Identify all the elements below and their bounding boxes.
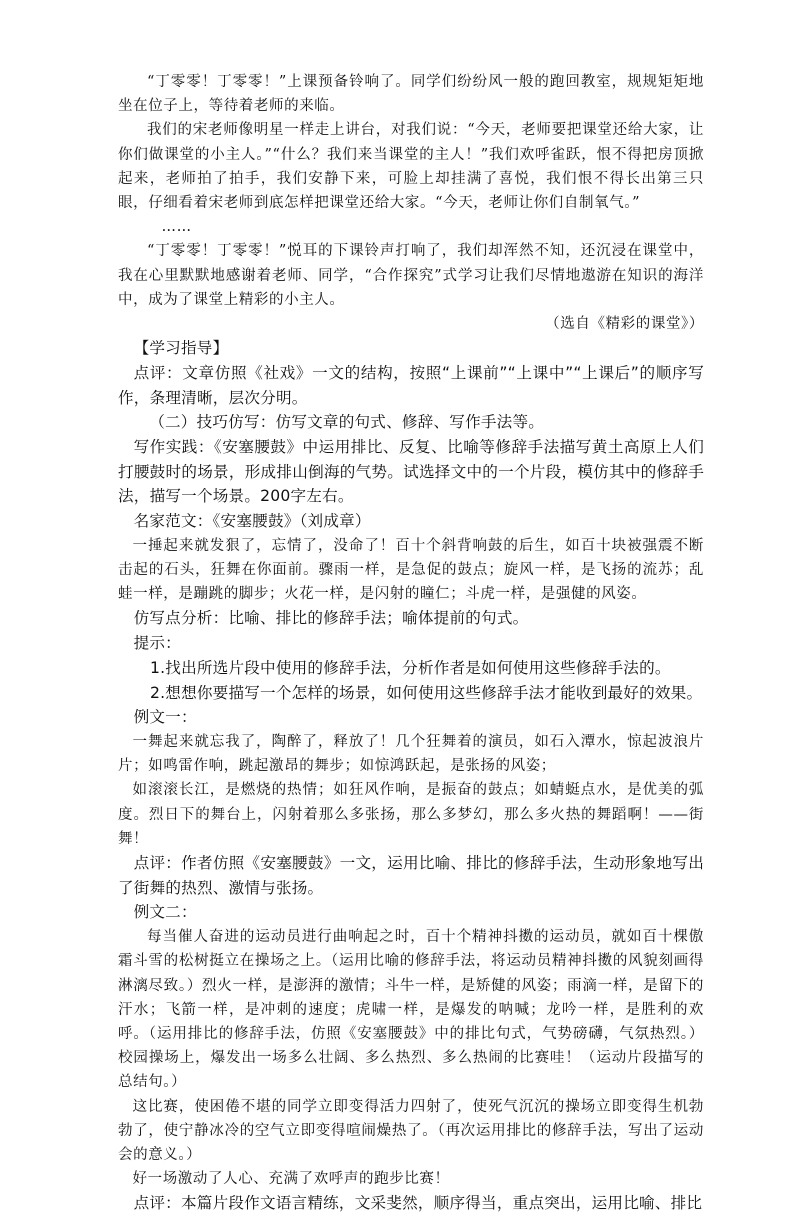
story-paragraph-2: 我们的宋老师像明星一样走上讲台，对我们说：“今天，老师要把课堂还给大家，让你们做课堂的小主人。”“什么？我们来当课堂的主人！”我们欢呼雀跃，恨不得把房顶掀起来，老师拍了拍手，我们安静下来，可脸上却挂满了喜悦，我们恨不得长出第三只眼，仔细看着宋老师到底怎样把课堂还给大家。“今天，老师让你们自制氧气。” [118,122,704,212]
example-1-paragraph-1: 一舞起来就忘我了，陶醉了，释放了！几个狂舞着的演员，如石入潭水，惊起波浪片片；如鸣雷作响，跳起激昂的舞步；如惊鸿跃起，是张扬的风姿； [118,733,704,775]
tip-item-2: 2.想想你要描写一个怎样的场景，如何使用这些修辞手法才能收到最好的效果。 [150,683,703,702]
story-ellipsis: …… [161,219,192,236]
example-1-paragraph-2: 如滚滚长江，是燃烧的热情；如狂风作响，是振奋的鼓点；如蜻蜓点水，是优美的弧度。烈日下的舞台上，闪射着那么多张扬，那么多梦幻，那么多火热的舞蹈啊！——街舞！ [118,782,704,847]
example-2-comment: 点评：本篇片段作文语言精练，文采斐然，顺序得当，重点突出，运用比喻、排比 [133,1194,703,1213]
example-2-label: 例文二： [133,903,197,922]
guide-heading: 【学习指导】 [133,339,229,358]
story-paragraph-3: “丁零零！丁零零！”悦耳的下课铃声打响了，我们却浑然不知，还沉浸在课堂中，我在心里默默地感谢着老师、同学，“合作探究”式学习让我们尽情地遨游在知识的海洋中，成为了课堂上精彩的小主人。 [118,243,704,308]
writing-practice: 写作实践：《安塞腰鼓》中运用排比、反复、比喻等修辞手法描写黄土高原上人们打腰鼓时的场景，形成排山倒海的气势。试选择文中的一个片段，模仿其中的修辞手法，描写一个场景。200字左右。 [118,438,704,506]
story-source: （选自《精彩的课堂》） [545,316,704,333]
tip-item-1: 1.找出所选片段中使用的修辞手法，分析作者是如何使用这些修辞手法的。 [150,658,671,677]
section-heading-2: （二）技巧仿写：仿写文章的句式、修辞、写作手法等。 [149,413,545,432]
example-1-label: 例文一： [133,708,197,727]
tips-label: 提示： [133,634,181,653]
guide-comment: 点评：文章仿照《社戏》一文的结构，按照“上课前”“上课中”“上课后”的顺序写作，条理清晰，层次分明。 [118,363,704,407]
example-1-comment: 点评：作者仿照《安塞腰鼓》一文，运用比喻、排比的修辞手法，生动形象地写出了街舞的热烈、激情与张扬。 [118,854,704,897]
example-2-paragraph-3: 好一场激动了人心、充满了欢呼声的跑步比赛！ [132,1171,450,1188]
document-page [118,70,704,1216]
imitation-analysis: 仿写点分析：比喻、排比的修辞手法；喻体提前的句式。 [133,609,529,628]
story-paragraph-1: “丁零零！丁零零！”上课预备铃响了。同学们纷纷风一般的跑回教室，规规矩矩地坐在位子上，等待着老师的来临。 [118,74,704,115]
model-text-excerpt: 一捶起来就发狠了，忘情了，没命了！百十个斜背响鼓的后生，如百十块被强震不断击起的石头，狂舞在你面前。骤雨一样，是急促的鼓点；旋风一样，是飞扬的流苏；乱蛙一样，是蹦跳的脚步；火花一样，是闪射的瞳仁；斗虎一样，是强健的风姿。 [118,537,704,603]
example-2-paragraph-2: 这比赛，使困倦不堪的同学立即变得活力四射了，使死气沉沉的操场立即变得生机勃勃了，使宁静冰冷的空气立即变得喧闹燥热了。（再次运用排比的修辞手法，写出了运动会的意义。） [118,1098,704,1163]
model-text-title: 名家范文：《安塞腰鼓》（刘成章） [133,512,371,531]
example-2-paragraph-1: 每当催人奋进的运动员进行曲响起之时，百十个精神抖擞的运动员，就如百十棵傲霜斗雪的松树挺立在操场之上。（运用比喻的修辞手法，将运动员精神抖擞的风貌刻画得淋漓尽致。）烈火一样，是澎湃的激情；斗牛一样，是矫健的风姿；雨滴一样，是留下的汗水；飞箭一样，是冲刺的速度；虎啸一样，是爆发的呐喊；龙吟一样，是胜利的欢呼。（运用排比的修辞手法，仿照《安塞腰鼓》中的排比句式，气势磅礴，气氛热烈。）校园操场上，爆发出一场多么壮阔、多么热烈、多么热闹的比赛哇！（运动片段描写的总结句。） [118,929,704,1091]
